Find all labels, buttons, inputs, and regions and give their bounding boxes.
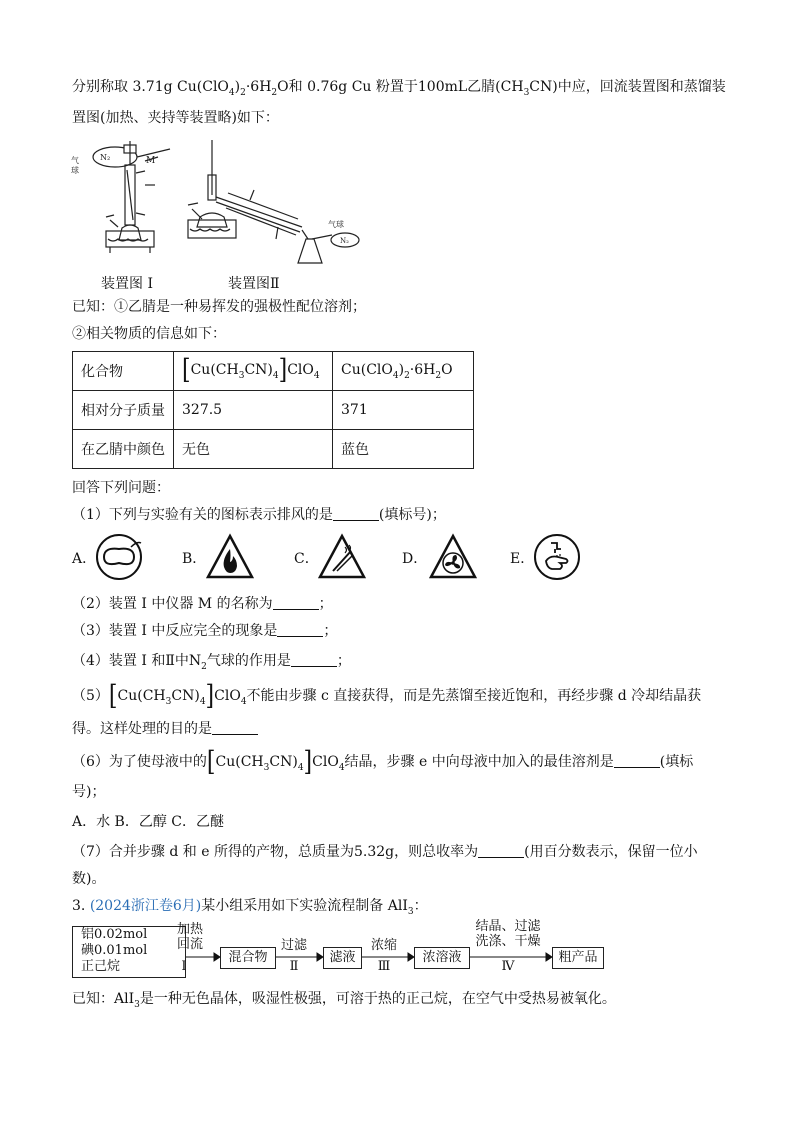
answer-blank [291, 652, 337, 667]
answer-blank [478, 843, 524, 858]
table-cell: 在乙腈中颜色 [73, 430, 174, 469]
compound-cu-perchlorate: $Cu(ClO_4)_2\cdot 6H_2O$ [177, 79, 289, 98]
table-header-cell: $Cu(ClO_4)_2\cdot 6H_2O$ [333, 352, 474, 391]
questions-lead: 回答下列问题： [72, 480, 170, 496]
flow-step-2-roman: Ⅱ [289, 959, 299, 974]
fire-hazard-icon [205, 533, 255, 581]
question-7-cont: 数)。 [72, 871, 106, 887]
table-header-cell: 化合物 [73, 352, 174, 391]
svg-text:N₂: N₂ [340, 237, 349, 245]
answer-blank [212, 720, 258, 735]
problem-3-known: 已知：AlI$_3$是一种无色晶体，吸湿性极强，可溶于热的正己烷，在空气中受热易被氧化。 [72, 991, 616, 1010]
goggles-icon [95, 533, 143, 581]
table-cell: 蓝色 [333, 430, 474, 469]
svg-text:气: 气 [71, 156, 79, 165]
known-item-1: 已知：①乙腈是一种易挥发的强极性配位溶剂； [72, 299, 366, 315]
question-6-options: A．水 B．乙醇 C．乙醚 [72, 814, 225, 830]
problem-source: (2024浙江卷6月) [89, 898, 202, 914]
answer-blank [277, 622, 323, 637]
flow-step-4-label: 结晶、过滤 洗涤、干燥 [475, 919, 541, 949]
table-cell: 相对分子质量 [73, 391, 174, 430]
answer-blank [614, 753, 660, 768]
problem-3-header: 3. (2024浙江卷6月)某小组采用如下实验流程制备 AlI$_3$： [72, 898, 428, 917]
flow-step-2-label: 过滤 [280, 938, 307, 953]
table-cell: 371 [333, 391, 474, 430]
answer-blank [333, 506, 379, 521]
distillation-apparatus [188, 140, 359, 263]
known-item-2: ②相关物质的信息如下： [72, 326, 226, 342]
question-7: （7）合并步骤 d 和 e 所得的产物，总质量为5.32g，则总收率为 (用百分数表示，保留一位小 [72, 844, 698, 860]
table-header-cell: $[Cu(CH_3CN)_4]ClO_4$ [174, 352, 333, 391]
substance-info-table [72, 351, 474, 469]
apparatus-figure [70, 135, 360, 265]
flow-step-1-roman: Ⅰ [181, 959, 187, 974]
svg-text:N₂: N₂ [100, 153, 111, 162]
table-cell: 无色 [174, 430, 333, 469]
option-a-label: A． [72, 551, 97, 567]
option-e-label: E． [510, 551, 535, 567]
flow-box-filtrate: 滤液 [323, 947, 362, 969]
flow-step-3-label: 浓缩 [370, 938, 397, 953]
svg-text:M: M [146, 156, 156, 166]
figure-caption-1: 装置图 I [101, 276, 153, 292]
flow-step-3-roman: Ⅲ [377, 959, 391, 974]
intro-line-2: 置图(加热、夹持等装置略)如下： [72, 110, 279, 126]
hot-surface-icon [317, 533, 367, 581]
answer-blank [273, 595, 319, 610]
option-b-label: B． [182, 551, 207, 567]
flow-box-mixture: 混合物 [220, 947, 276, 969]
flow-box-crude-product: 粗产品 [552, 947, 604, 969]
question-6-cont: 号)； [72, 784, 106, 800]
flow-step-4-roman: Ⅳ [501, 959, 515, 974]
question-3: （3）装置 I 中反应完全的现象是 ； [72, 623, 338, 639]
question-5-cont: 得。这样处理的目的是 [72, 719, 258, 739]
ventilation-fan-icon [428, 533, 478, 581]
option-c-label: C． [294, 551, 319, 567]
flow-box-concentrate: 浓溶液 [414, 947, 470, 969]
intro-line-1: 分别称取 3.71g $Cu(ClO_4)_2\cdot 6H_2O$和 0.76g Cu 粉置于100mL乙腈$(CH_3CN)$中应，回流装置图和蒸馏装 [72, 79, 726, 98]
question-2: （2）装置 I 中仪器 M 的名称为 ； [72, 596, 333, 612]
intro-line-1-tail: 粉置于100mL乙腈$(CH_3CN)$中应，回流装置图和蒸馏装 [375, 79, 726, 98]
flow-start-box: 铝0.02mol 碘0.01mol 正己烷 [72, 926, 186, 978]
question-6: （6）为了使母液中的$[Cu(CH_3CN)_4]ClO_4$结晶，步骤 e 中向母液中加入的最佳溶剂是 (填标 [72, 746, 694, 778]
table-row [73, 430, 474, 469]
question-1: （1）下列与实验有关的图标表示排风的是 (填标号)； [72, 507, 446, 523]
table-cell: 327.5 [174, 391, 333, 430]
svg-text:球: 球 [71, 166, 79, 175]
flow-arrows [0, 920, 794, 990]
figure-caption-2: 装置图Ⅱ [228, 276, 280, 292]
table-row [73, 391, 474, 430]
option-d-label: D． [402, 551, 428, 567]
question-4: （4）装置 I 和Ⅱ中$N_2$气球的作用是 ； [72, 653, 351, 672]
svg-text:气球: 气球 [328, 220, 344, 229]
question-5: $(5)[Cu(CH_3CN)_4]ClO_4$不能由步骤 c 直接获得，而是先蒸馏至接近饱和，再经步骤 d 冷却结晶获 [72, 680, 702, 712]
problem-3-text: 某小组采用如下实验流程制备 AlI$_3$： [201, 898, 428, 917]
flow-step-1-label: 加热 回流 [176, 922, 203, 952]
hand-washing-icon [533, 533, 581, 581]
table-row [73, 352, 474, 391]
